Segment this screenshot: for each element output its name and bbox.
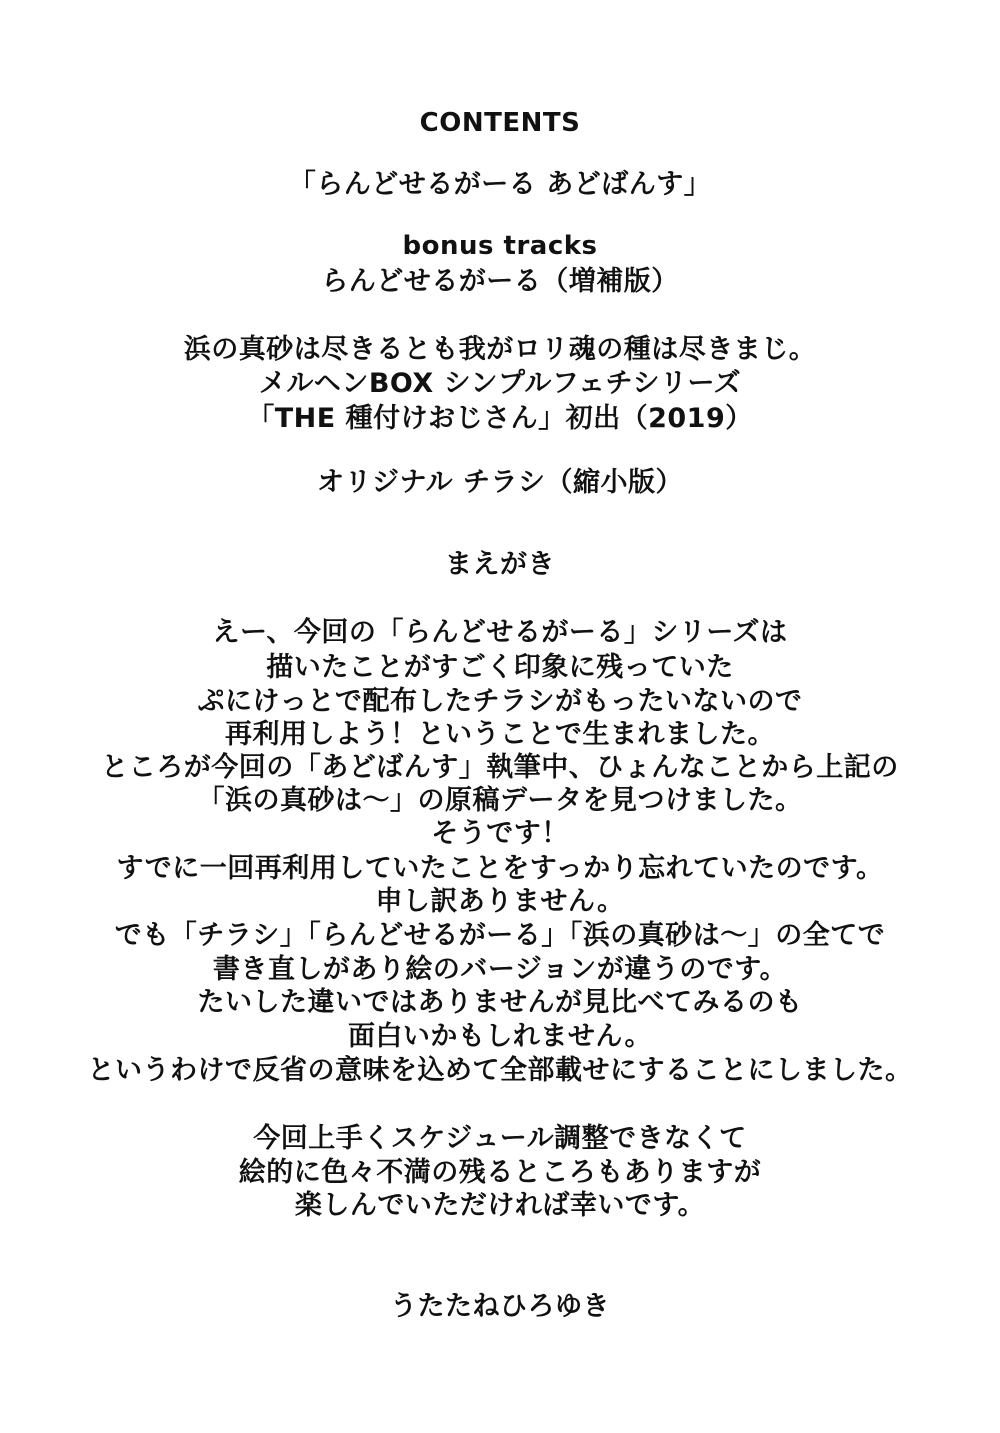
preface-line: たいした違いではありませんが見比べてみるのも — [197, 987, 803, 1018]
preface-line: 再利用しよう！ということで生まれました。 — [225, 719, 775, 750]
preface-line: えー、今回の「らんどせるがーる」シリーズは — [212, 617, 788, 648]
preface-line: でも「チラシ」「らんどせるがーる」「浜の真砂は〜」の全てで — [114, 920, 886, 951]
story-source: 「THE 種付けおじさん」初出（2019） — [247, 403, 753, 434]
preface-line: というわけで反省の意味を込めて全部載せにすることにしました。 — [87, 1055, 913, 1086]
preface-heading: まえがき — [445, 549, 555, 580]
preface-line: 申し訳ありません。 — [375, 886, 625, 917]
bonus-title: らんどせるがーる（増補版） — [321, 266, 679, 297]
preface-line: すでに一回再利用していたことをすっかり忘れていたのです。 — [116, 853, 884, 884]
preface-line: 面白いかもしれません。 — [347, 1021, 653, 1052]
story-title: 浜の真砂は尽きるとも我がロリ魂の種は尽きまじ。 — [183, 334, 817, 365]
contents-heading: CONTENTS — [419, 108, 581, 138]
author-signature: うたたねひろゆき — [390, 1291, 610, 1322]
preface-line: そうです！ — [431, 818, 569, 849]
preface-line: 絵的に色々不満の残るところもありますが — [238, 1157, 762, 1188]
preface-line: ぷにけっとで配布したチラシがもったいないので — [197, 686, 803, 717]
story-series: メルヘンBOX シンプルフェチシリーズ — [258, 368, 742, 399]
flyer-title: オリジナル チラシ（縮小版） — [316, 467, 684, 498]
preface-line: 描いたことがすごく印象に残っていた — [266, 652, 734, 683]
preface-line: 楽しんでいただければ幸いです。 — [294, 1190, 706, 1221]
preface-line: ところが今回の「あどばんす」執筆中、ひょんなことから上記の — [101, 752, 899, 783]
preface-line: 書き直しがあり絵のバージョンが違うのです。 — [212, 954, 788, 985]
bonus-label: bonus tracks — [402, 231, 598, 261]
preface-line: 今回上手くスケジュール調整できなくて — [253, 1123, 747, 1154]
main-title: 「らんどせるがーる あどばんす」 — [288, 169, 712, 200]
preface-line: 「浜の真砂は〜」の原稿データを見つけました。 — [197, 785, 803, 816]
